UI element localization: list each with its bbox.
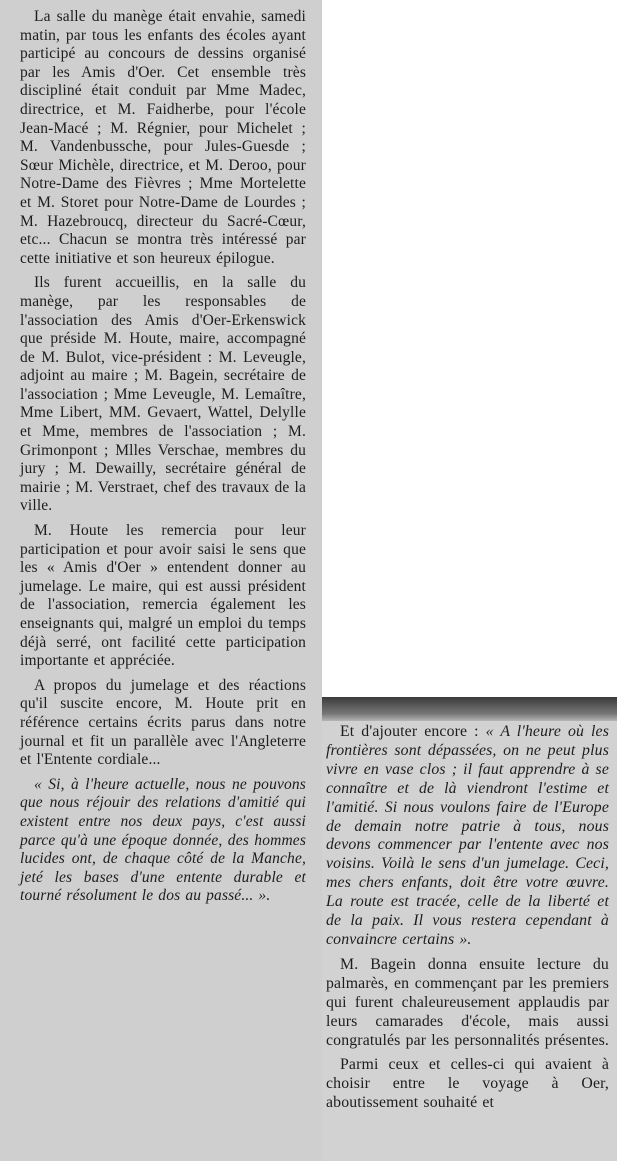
article-right-column — [322, 697, 617, 1161]
paragraph-thanks: M. Houte les remercia pour leur participation et pour avoir saisi le sens que les « Amis d'Oer » entendent donner au jumelage. Le maire, qui est aussi président de l'association, remercia également les enseignants qui, malgré un emploi du temps déjà serré, ont facilité cette participation importante et appréciée. — [20, 522, 306, 670]
quote-text: « A l'heure où les frontières sont dépassées, on ne peut plus vivre en vase clos ; il faut apprendre à se connaître et de là viendront l'estime et l'amitié. Si nous voulons faire de l'Europe de demain notre patrie à tous, nous devons commencer par l'entente avec nos voisins. Voilà le sens d'un jumelage. Ceci, mes chers enfants, doit être votre œuvre. La route est tracée, celle de la liberté et de la paix. Il vous restera cependant à convaincre certains ». — [326, 723, 609, 948]
paragraph-twinning: A propos du jumelage et des réactions qu'il suscite encore, M. Houte prit en référence certains écrits parus dans notre journal et fit un parallèle avec l'Angleterre et l'Entente cordiale... — [20, 676, 306, 769]
headline-banner-fragment — [322, 697, 617, 721]
paragraph-choice: Parmi ceux et celles-ci qui avaient à choisir entre le voyage à Oer, aboutissement souhaité et — [326, 1056, 609, 1112]
paragraph-arrival: La salle du manège était envahie, samedi matin, par tous les enfants des écoles ayant participé au concours de dessins organisé par les Amis d'Oer. Cet ensemble très discipliné était conduit par Mme Madec, directrice, et M. Faidherbe, pour l'école Jean-Macé ; M. Régnier, pour Michelet ; M. Vandenbussche, pour Jules-Guesde ; Sœur Michèle, directrice, et M. Deroo, pour Notre-Dame des Fièvres ; Mme Mortelette et M. Storet pour Notre-Dame de Lourdes ; M. Hazebroucq, directeur du Sacré-Cœur, etc... Chacun se montra très intéressé par cette initiative et son heureux épilogue. — [20, 8, 306, 267]
paragraph-quote-mayor: « Si, à l'heure actuelle, nous ne pouvons que nous réjouir des relations d'amitié qui existent entre nos deux pays, c'est aussi parce qu'à une époque donnée, des hommes lucides ont, de chaque côté de la Manche, jeté les bases d'une entente durable et tourné résolument le dos au passé... ». — [20, 775, 306, 905]
paragraph-palmares: M. Bagein donna ensuite lecture du palmarès, en commençant par les premiers qui furent chaleureusement applaudis par leurs camarades d'école, mais aussi congratulés par les personnalités présentes. — [326, 955, 610, 1049]
paragraph-quote-continued — [326, 723, 609, 950]
quote-intro: Et d'ajouter encore : — [340, 723, 486, 740]
paragraph-welcome: Ils furent accueillis, en la salle du manège, par les responsables de l'association des Amis d'Oer-Erkenswick que préside M. Houte, maire, accompagné de M. Bulot, vice-président : M. Leveugle, adjoint au maire ; M. Bagein, secrétaire de l'association ; Mme Leveugle, M. Lemaître, Mme Libert, MM. Gevaert, Wattel, Delylle et Mme, membres de l'association ; M. Grimonpont ; Mlles Verschae, membres du jury ; M. Dewailly, secrétaire général de mairie ; M. Verstraet, chef des travaux de la ville. — [20, 274, 306, 515]
